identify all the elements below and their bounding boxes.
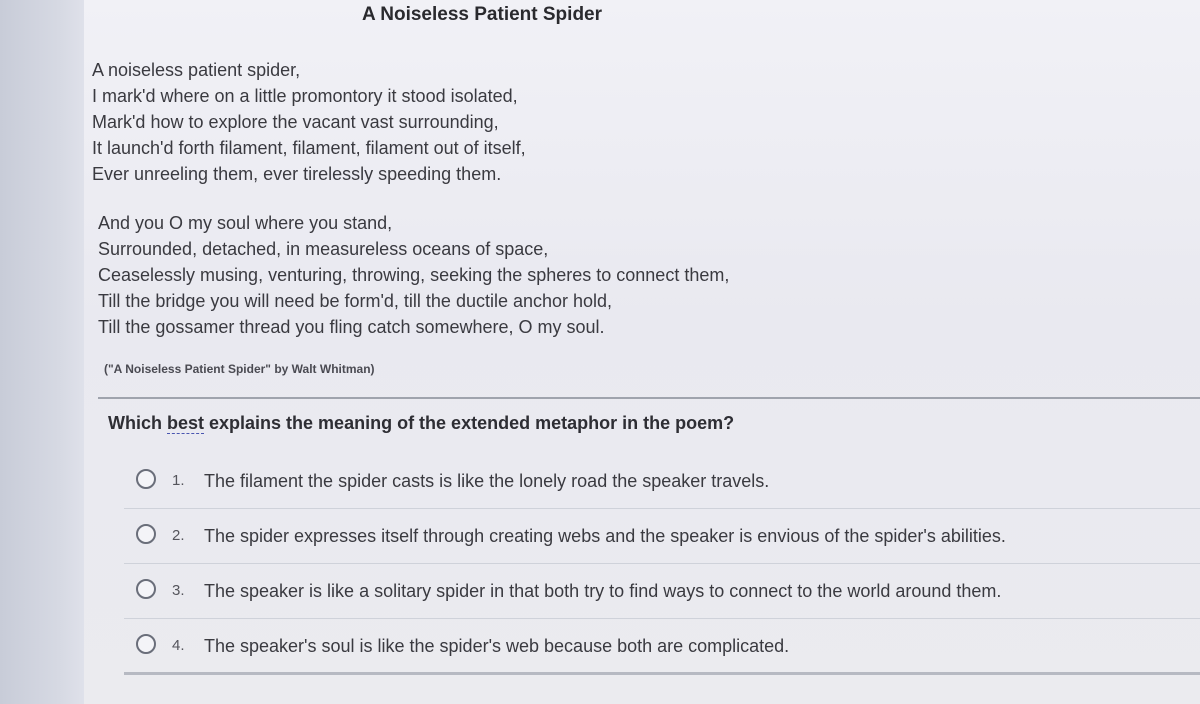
poem-citation: ("A Noiseless Patient Spider" by Walt Whitman) [104,362,375,376]
poem-title: A Noiseless Patient Spider [361,4,603,25]
stanza-1 [92,57,526,187]
radio-button[interactable] [136,579,156,599]
option-text[interactable]: The speaker's soul is like the spider's web because both are complicated. [204,636,790,656]
stanza-2 [98,210,729,340]
poem-line: And you O my soul where you stand, [98,213,393,233]
poem-line: It launch'd forth filament, filament, filament out of itself, [92,138,526,158]
option-text[interactable]: The spider expresses itself through creating webs and the speaker is envious of the spider's abilities. [204,526,1006,546]
poem-line: I mark'd where on a little promontory it stood isolated, [92,86,518,106]
question-prompt [108,413,734,434]
answer-options [124,454,1200,674]
poem-line: Till the bridge you will need be form'd, till the ductile anchor hold, [98,291,613,311]
question-content [84,0,1200,704]
divider [98,397,1200,399]
radio-button[interactable] [136,524,156,544]
option-number: 1. [172,472,185,489]
option-text[interactable]: The speaker is like a solitary spider in that both try to find ways to connect to the world around them. [204,581,1002,601]
poem-line: A noiseless patient spider, [92,60,301,80]
answer-option-3[interactable] [124,564,1200,619]
poem-line: Ever unreeling them, ever tirelessly speeding them. [92,164,502,184]
option-number: 4. [172,637,185,654]
question-suffix: explains the meaning of the extended metaphor in the poem? [204,413,735,433]
left-bezel [0,0,84,704]
question-prefix: Which [108,413,167,433]
answer-option-4[interactable] [124,619,1200,674]
radio-button[interactable] [136,634,156,654]
poem-line: Surrounded, detached, in measureless oceans of space, [98,239,549,259]
radio-button[interactable] [136,469,156,489]
option-text[interactable]: The filament the spider casts is like the lonely road the speaker travels. [204,471,770,491]
answer-option-1[interactable] [124,454,1200,509]
bottom-divider [124,672,1200,675]
glossary-term-best[interactable]: best [167,413,205,433]
answer-option-2[interactable] [124,509,1200,564]
option-number: 3. [172,582,185,599]
option-number: 2. [172,527,185,544]
poem-line: Ceaselessly musing, venturing, throwing, seeking the spheres to connect them, [98,265,730,285]
poem-line: Till the gossamer thread you fling catch somewhere, O my soul. [98,317,605,337]
poem-line: Mark'd how to explore the vacant vast surrounding, [92,112,499,132]
